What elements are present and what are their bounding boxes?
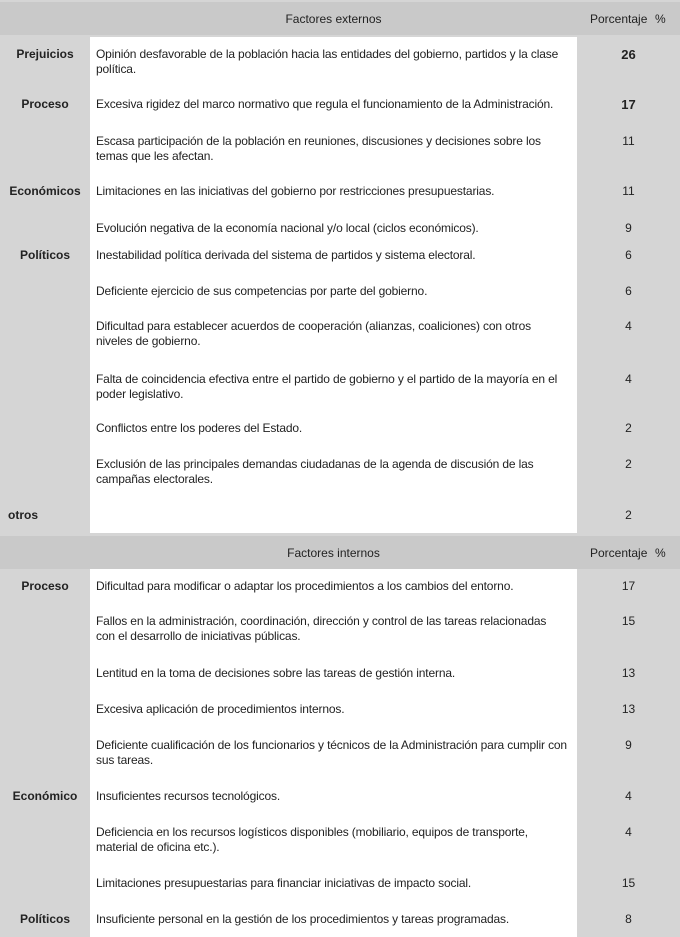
row-category: Económico	[12, 789, 78, 803]
row-description: Opinión desfavorable de la población hacia las entidades del gobierno, partidos y la clase política.	[96, 47, 559, 76]
row-percentage: 4	[625, 319, 632, 333]
row-description: Limitaciones presupuestarias para financiar iniciativas de impacto social.	[96, 876, 472, 890]
row-percentage: 26	[621, 47, 636, 62]
row-percentage: 6	[625, 248, 632, 262]
percent-symbol: %	[655, 546, 666, 560]
row-percentage: 17	[621, 97, 636, 112]
row-category: Políticos	[19, 912, 70, 926]
row-category: Políticos	[19, 248, 70, 262]
section-header	[0, 536, 680, 569]
row-description: Dificultad para modificar o adaptar los procedimientos a los cambios del entorno.	[96, 579, 514, 593]
row-percentage: 11	[622, 184, 635, 198]
row-percentage: 13	[621, 666, 636, 680]
row-category: Proceso	[21, 579, 69, 593]
section-header	[0, 2, 680, 35]
row-percentage: 4	[625, 372, 632, 386]
row-description: Dificultad para establecer acuerdos de cooperación (alianzas, coaliciones) con otros niveles de gobierno.	[96, 319, 531, 348]
row-description: Deficiente cualificación de los funcionarios y técnicos de la Administración para cumplir con sus tareas.	[96, 738, 567, 767]
row-percentage: 9	[625, 738, 632, 752]
percentage-header: Porcentaje	[590, 546, 648, 560]
row-category: Proceso	[21, 97, 69, 111]
row-category: Económicos	[9, 184, 81, 198]
row-percentage: 2	[625, 421, 632, 435]
row-description: Conflictos entre los poderes del Estado.	[96, 421, 303, 435]
row-description: Limitaciones en las iniciativas del gobierno por restricciones presupuestarias.	[96, 184, 495, 198]
row-percentage: 2	[625, 508, 632, 522]
row-percentage: 4	[625, 825, 632, 839]
section-title: Factores externos	[285, 12, 382, 26]
percent-symbol: %	[655, 12, 666, 26]
row-description: Exclusión de las principales demandas ciudadanas de la agenda de discusión de las campañas electorales.	[96, 457, 534, 486]
row-description: Fallos en la administración, coordinación, dirección y control de las tareas relacionadas con el desarrollo de iniciativas públicas.	[96, 614, 547, 643]
row-category: Prejuicios	[16, 47, 74, 61]
row-description: Falta de coincidencia efectiva entre el partido de gobierno y el partido de la mayoría en el poder legislativo.	[96, 372, 558, 401]
row-percentage: 9	[625, 221, 632, 235]
row-description: Insuficiente personal en la gestión de los procedimientos y tareas programadas.	[96, 912, 510, 926]
row-description: Excesiva rigidez del marco normativo que regula el funcionamiento de la Administración.	[96, 97, 554, 111]
row-percentage: 4	[625, 789, 632, 803]
percentage-header: Porcentaje	[590, 12, 648, 26]
row-percentage: 15	[621, 614, 636, 628]
section-title: Factores internos	[287, 546, 380, 560]
row-percentage: 17	[621, 579, 636, 593]
row-description: Lentitud en la toma de decisiones sobre las tareas de gestión interna.	[96, 666, 456, 680]
row-category: otros	[8, 508, 38, 522]
row-description: Deficiente ejercicio de sus competencias por parte del gobierno.	[96, 284, 428, 298]
row-percentage: 2	[625, 457, 632, 471]
row-description: Evolución negativa de la economía nacional y/o local (ciclos económicos).	[96, 221, 479, 235]
row-description: Inestabilidad política derivada del sistema de partidos y sistema electoral.	[96, 248, 476, 262]
row-description: Deficiencia en los recursos logísticos disponibles (mobiliario, equipos de transporte, material de oficina etc.).	[96, 825, 528, 854]
row-percentage: 13	[621, 702, 636, 716]
row-description: Escasa participación de la población en reuniones, discusiones y decisiones sobre los temas que les afectan.	[96, 134, 541, 163]
row-description: Excesiva aplicación de procedimientos internos.	[96, 702, 345, 716]
row-description: Insuficientes recursos tecnológicos.	[96, 789, 281, 803]
row-percentage: 15	[621, 876, 636, 890]
row-percentage: 8	[625, 912, 632, 926]
row-percentage: 6	[625, 284, 632, 298]
row-percentage: 11	[622, 134, 635, 148]
